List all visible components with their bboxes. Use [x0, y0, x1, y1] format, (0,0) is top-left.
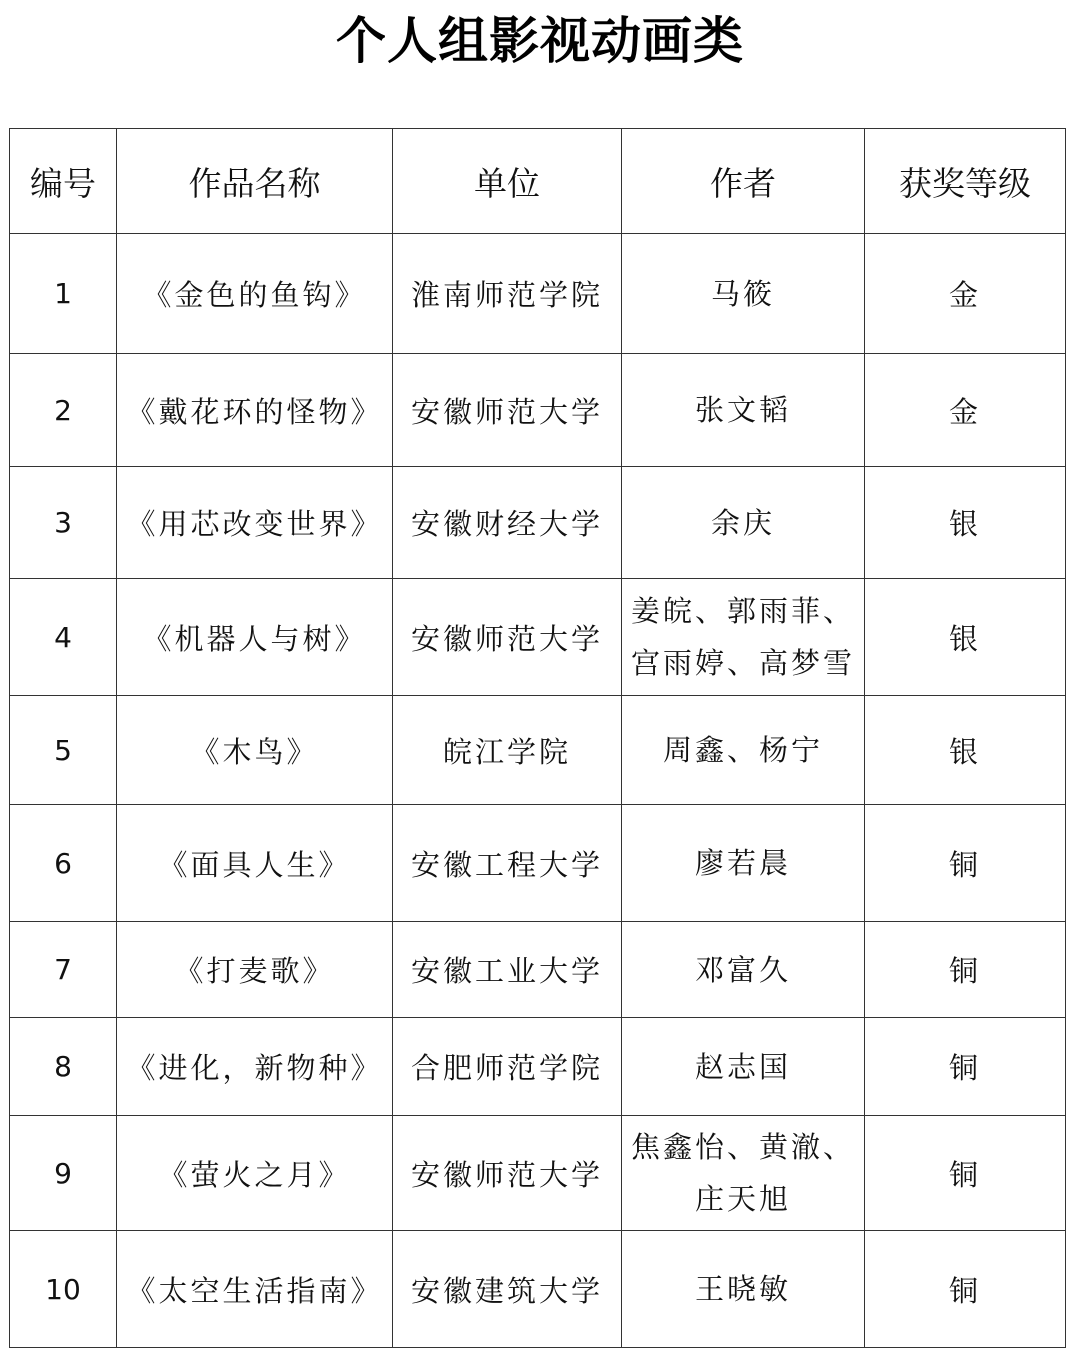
author-cell	[622, 922, 865, 1018]
author-name: 周鑫、杨宁	[662, 733, 823, 767]
unit-name: 皖江学院	[393, 696, 622, 805]
award-level: 铜	[865, 805, 1066, 922]
unit-name: 安徽工程大学	[393, 805, 622, 922]
page-title: 个人组影视动画类	[336, 12, 744, 70]
awards-table	[9, 128, 1066, 1348]
table-row	[10, 354, 1066, 467]
work-title: 《打麦歌》	[117, 922, 393, 1018]
award-level: 金	[865, 354, 1066, 467]
header-work-title: 作品名称	[117, 129, 393, 234]
author-name: 姜皖、郭雨菲、	[630, 594, 855, 628]
row-number: 4	[10, 579, 117, 696]
header-unit: 单位	[393, 129, 622, 234]
author-cell	[622, 234, 865, 354]
author-name: 余庆	[710, 505, 775, 540]
unit-name: 安徽建筑大学	[393, 1231, 622, 1348]
work-title: 《面具人生》	[117, 805, 393, 922]
table-row	[10, 922, 1066, 1018]
table-row	[10, 579, 1066, 696]
header-row	[10, 129, 1066, 234]
author-name: 王晓敏	[694, 1272, 791, 1306]
row-number: 7	[10, 922, 117, 1018]
author-name: 宫雨婷、高梦雪	[630, 646, 855, 680]
unit-name: 合肥师范学院	[393, 1018, 622, 1116]
author-name: 廖若晨	[694, 846, 791, 880]
author-cell	[622, 1231, 865, 1348]
award-level: 铜	[865, 1018, 1066, 1116]
header-author: 作者	[622, 129, 865, 234]
table-row	[10, 467, 1066, 579]
author-cell	[622, 1018, 865, 1116]
table-row	[10, 1116, 1066, 1231]
header-number: 编号	[10, 129, 117, 234]
table-row	[10, 1018, 1066, 1116]
award-level: 铜	[865, 1231, 1066, 1348]
row-number: 3	[10, 467, 117, 579]
unit-name: 安徽财经大学	[393, 467, 622, 579]
table-row	[10, 805, 1066, 922]
author-name: 赵志国	[694, 1049, 791, 1084]
row-number: 9	[10, 1116, 117, 1231]
award-level: 金	[865, 234, 1066, 354]
unit-name: 安徽师范大学	[393, 579, 622, 696]
row-number: 6	[10, 805, 117, 922]
header-award-level: 获奖等级	[865, 129, 1066, 234]
award-level: 银	[865, 579, 1066, 696]
author-name: 张文韬	[694, 393, 791, 427]
award-level: 银	[865, 467, 1066, 579]
work-title: 《太空生活指南》	[117, 1231, 393, 1348]
author-name: 庄天旭	[694, 1182, 791, 1216]
row-number: 1	[10, 234, 117, 354]
author-cell	[622, 696, 865, 805]
table-row	[10, 1231, 1066, 1348]
work-title: 《戴花环的怪物》	[117, 354, 393, 467]
row-number: 2	[10, 354, 117, 467]
unit-name: 安徽师范大学	[393, 354, 622, 467]
row-number: 10	[10, 1231, 117, 1348]
row-number: 5	[10, 696, 117, 805]
table-row	[10, 234, 1066, 354]
author-name: 焦鑫怡、黄澈、	[630, 1130, 855, 1164]
work-title: 《萤火之月》	[117, 1116, 393, 1231]
author-cell	[622, 1116, 865, 1231]
unit-name: 安徽工业大学	[393, 922, 622, 1018]
author-name: 邓富久	[694, 952, 791, 987]
author-name: 马筱	[710, 276, 775, 311]
unit-name: 安徽师范大学	[393, 1116, 622, 1231]
work-title: 《机器人与树》	[117, 579, 393, 696]
unit-name: 淮南师范学院	[393, 234, 622, 354]
author-cell	[622, 467, 865, 579]
award-level: 铜	[865, 1116, 1066, 1231]
work-title: 《木鸟》	[117, 696, 393, 805]
author-cell	[622, 579, 865, 696]
work-title: 《用芯改变世界》	[117, 467, 393, 579]
author-cell	[622, 354, 865, 467]
table-row	[10, 696, 1066, 805]
author-cell	[622, 805, 865, 922]
row-number: 8	[10, 1018, 117, 1116]
work-title: 《金色的鱼钩》	[117, 234, 393, 354]
work-title: 《进化，新物种》	[117, 1018, 393, 1116]
award-level: 铜	[865, 922, 1066, 1018]
award-level: 银	[865, 696, 1066, 805]
